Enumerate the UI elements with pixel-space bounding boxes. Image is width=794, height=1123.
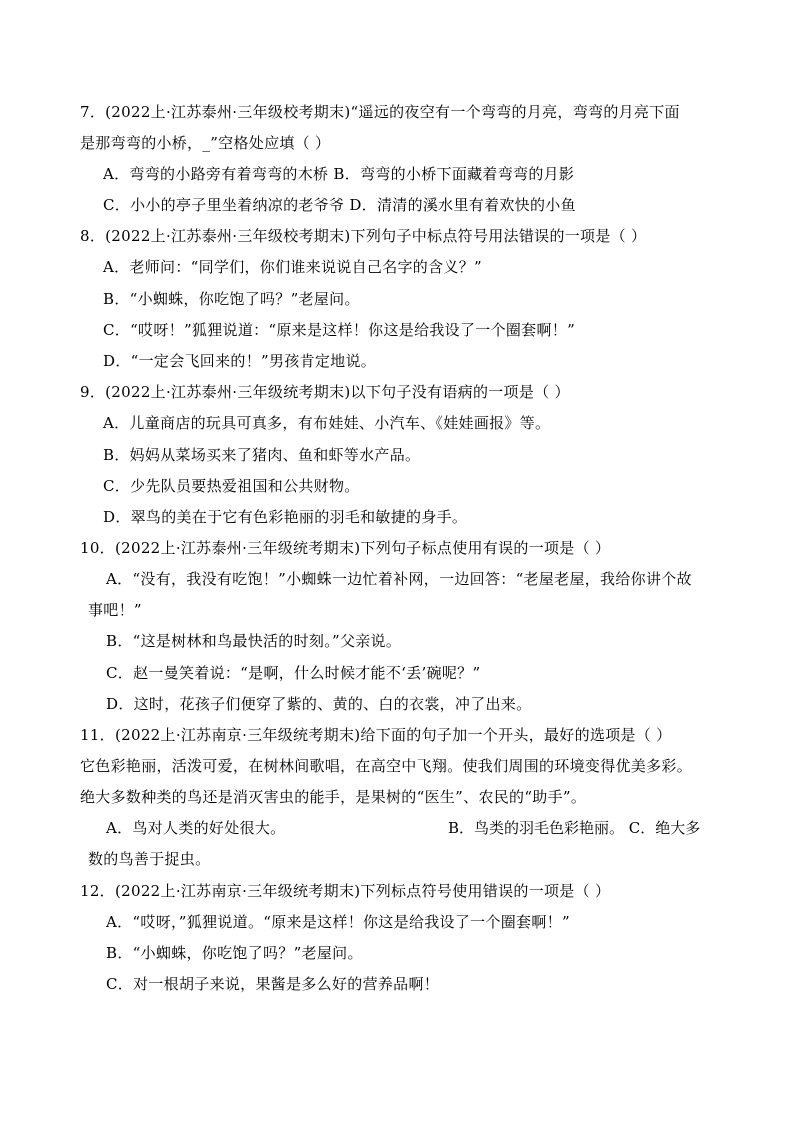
q10-option-c: C．赵一曼笑着说：“是啊，什么时候才能不‘丢’碗呢？” — [106, 664, 481, 682]
q9-option-b: B．妈妈从菜场买来了猪肉、鱼和虾等水产品。 — [103, 446, 421, 464]
q10-option-b: B．“这是树林和鸟最快活的时刻。”父亲说。 — [106, 632, 402, 650]
q9-option-c: C．少先队员要热爱祖国和公共财物。 — [103, 477, 360, 495]
q11-options-bc-line1: B．鸟类的羽毛色彩艳丽。 C．绝大多 — [448, 819, 701, 837]
q9-option-a: A．儿童商店的玩具可真多，有布娃娃、小汽车、《娃娃画报》等。 — [103, 414, 551, 432]
q11-stem: 11．(2022上·江苏南京·三年级统考期末)给下面的句子加一个开头，最好的选项是（ ） — [80, 726, 672, 744]
q9-option-d: D．翠鸟的美在于它有色彩艳丽的羽毛和敏捷的身手。 — [103, 508, 468, 526]
q10-option-a-line2: 事吧！” — [88, 601, 142, 619]
q12-stem: 12．(2022上·江苏南京·三年级统考期末)下列标点符号使用错误的一项是（ ） — [80, 882, 611, 900]
q7-stem-line1: 7．(2022上·江苏泰州·三年级校考期末)“遥远的夜空有一个弯弯的月亮，弯弯的月亮下面 — [80, 103, 680, 121]
q7-options-cd: C．小小的亭子里坐着纳凉的老爷爷 D．清清的溪水里有着欢快的小鱼 — [103, 196, 576, 214]
q11-options-bc-line2: 数的鸟善于捉虫。 — [88, 850, 211, 868]
q10-stem: 10．(2022上·江苏泰州·三年级统考期末)下列句子标点使用有误的一项是（ ） — [80, 539, 611, 557]
q10-option-d: D．这时，花孩子们便穿了紫的、黄的、白的衣裳，冲了出来。 — [106, 695, 532, 713]
q8-option-c: C．“哎呀！”狐狸说道：“原来是这样！你这是给我设了一个圈套啊！” — [103, 321, 576, 339]
q12-option-c: C．对一根胡子来说，果酱是多么好的营养品啊！ — [106, 975, 440, 993]
q7-stem-line2: 是那弯弯的小桥，_”空格处应填（ ） — [80, 134, 331, 152]
q9-stem: 9．(2022上·江苏泰州·三年级统考期末)以下句子没有语病的一项是（ ） — [80, 383, 570, 401]
q10-option-a-line1: A．“没有，我没有吃饱！”小蜘蛛一边忙着补网，一边回答：“老屋老屋，我给你讲个故 — [106, 570, 692, 588]
q11-passage-line2: 绝大多数种类的鸟还是消灭害虫的能手，是果树的“医生”、农民的“助手”。 — [80, 788, 587, 806]
q8-option-b: B．“小蜘蛛，你吃饱了吗？”老屋问。 — [103, 290, 360, 308]
q12-option-a: A．“哎呀，”狐狸说道。“原来是这样！你这是给我设了一个圈套啊！” — [106, 913, 570, 931]
q8-option-a: A．老师问：“同学们，你们谁来说说自己名字的含义？” — [103, 258, 482, 276]
q8-stem: 8．(2022上·江苏泰州·三年级校考期末)下列句子中标点符号用法错误的一项是（ ） — [80, 227, 647, 245]
q8-option-d: D．“一定会飞回来的！”男孩肯定地说。 — [103, 352, 377, 370]
q12-option-b: B．“小蜘蛛，你吃饱了吗？”老屋问。 — [106, 944, 363, 962]
q11-passage-line1: 它色彩艳丽，活泼可爱，在树林间歌唱，在高空中飞翔。使我们周围的环境变得优美多彩。 — [80, 757, 693, 775]
q7-options-ab: A．弯弯的小路旁有着弯弯的木桥 B．弯弯的小桥下面藏着弯弯的月影 — [103, 165, 575, 183]
q11-option-a: A．鸟对人类的好处很大。 — [106, 819, 286, 837]
